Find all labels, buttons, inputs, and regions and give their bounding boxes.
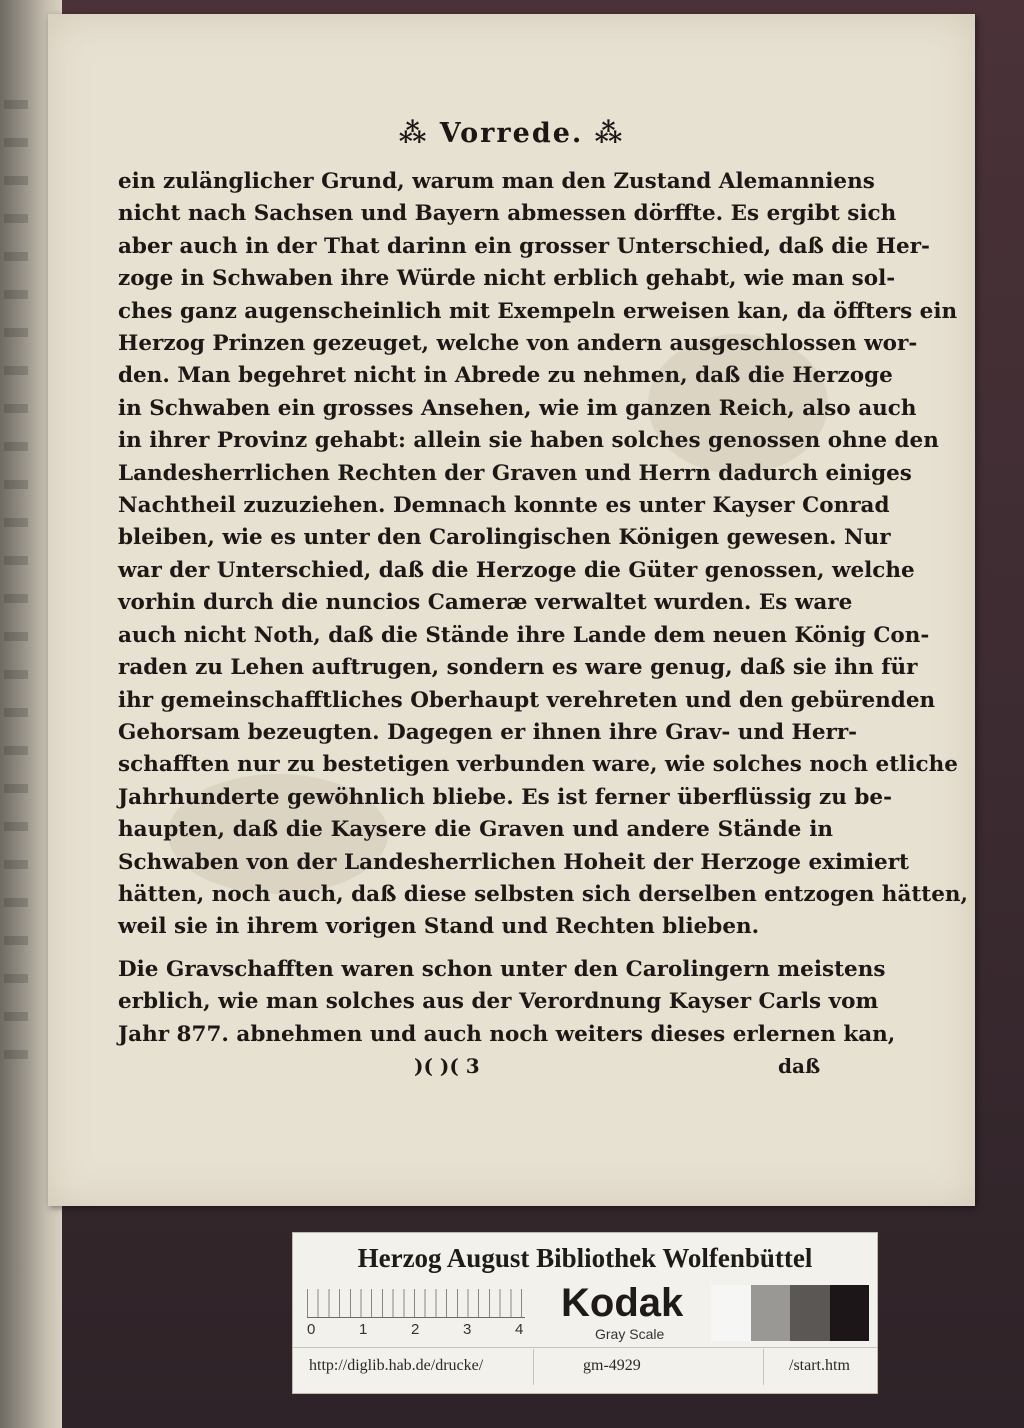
text-line: in ihrer Provinz gehabt: allein sie haben solches genossen ohne den <box>118 428 939 454</box>
text-line: Jahrhunderte gewöhnlich bliebe. Es ist ferner überflüssig zu be- <box>118 784 893 810</box>
text-line: Herzog Prinzen gezeuget, welche von andern ausgeschlossen wor- <box>118 331 918 357</box>
text-line: ches ganz augenscheinlich mit Exempeln erweisen kan, da öffters ein <box>118 298 958 324</box>
text-line: den. Man begehret nicht in Abrede zu nehmen, daß die Herzoge <box>118 363 893 389</box>
text-line: raden zu Lehen auftrugen, sondern es ware genug, daß sie ihn für <box>118 655 918 681</box>
gray-scale-label: Gray Scale <box>595 1326 665 1342</box>
card-separator <box>533 1349 534 1385</box>
library-title: Herzog August Bibliothek Wolfenbüttel <box>357 1243 813 1273</box>
text-line: Schwaben von der Landesherrlichen Hoheit der Herzoge eximiert <box>118 849 909 875</box>
text-line: auch nicht Noth, daß die Stände ihre Lande dem neuen König Con- <box>118 622 930 648</box>
gray-swatch <box>751 1285 791 1341</box>
ruler-number: 4 <box>515 1321 524 1338</box>
text-line: hätten, noch auch, daß diese selbsten sich derselben entzogen hätten, <box>118 881 969 907</box>
ruler-number: 2 <box>411 1321 420 1338</box>
kodak-logo: Kodak <box>561 1281 684 1325</box>
card-divider <box>293 1347 877 1348</box>
text-line: aber auch in der That darinn ein grosser Unterschied, daß die Her- <box>118 233 930 259</box>
gray-swatch <box>790 1285 830 1341</box>
gray-scale-swatches <box>711 1285 869 1341</box>
catchword: daß <box>778 1054 821 1078</box>
text-line: in Schwaben ein grosses Ansehen, wie im ganzen Reich, also auch <box>118 395 917 421</box>
text-line: war der Unterschied, daß die Herzoge die Güter genossen, welche <box>118 557 915 583</box>
ruler-numbers <box>303 1321 533 1341</box>
library-url[interactable]: http://diglib.hab.de/drucke/ <box>309 1357 484 1374</box>
text-line: Jahr 877. abnehmen und auch noch weiters dieses erlernen kan, <box>118 1021 896 1047</box>
card-separator <box>763 1349 764 1385</box>
text-line: vorhin durch die nuncios Cameræ verwaltet wurden. Es ware <box>118 590 853 616</box>
signature-mark: )( )( 3 <box>414 1054 480 1078</box>
text-line: bleiben, wie es unter den Carolingischen Königen gewesen. Nur <box>118 525 891 551</box>
gray-swatch <box>830 1285 870 1341</box>
paragraph-2 <box>118 954 896 1051</box>
page-header: ⁂ Vorrede. ⁂ <box>398 118 625 149</box>
library-color-card <box>292 1232 878 1394</box>
ruler-number: 3 <box>463 1321 472 1338</box>
text-line: Nachtheil zuzuziehen. Demnach konnte es unter Kayser Conrad <box>118 493 890 519</box>
spine-bleed-text <box>4 100 28 1060</box>
text-line: zoge in Schwaben ihre Würde nicht erblich gehabt, wie man sol- <box>118 266 896 292</box>
text-line: Landesherrlichen Rechten der Graven und Herrn dadurch einiges <box>118 460 912 486</box>
ruler-number: 0 <box>307 1321 316 1338</box>
text-line: erblich, wie man solches aus der Verordnung Kayser Carls vom <box>118 989 879 1015</box>
text-line: Die Gravschafften waren schon unter den Carolingern meistens <box>118 957 886 982</box>
text-line: haupten, daß die Kaysere die Graven und andere Stände in <box>118 817 833 843</box>
document-id: gm-4929 <box>583 1357 641 1374</box>
text-line: ihr gemeinschafftliches Oberhaupt verehreten und den gebürenden <box>118 687 936 713</box>
text-line: ein zulänglicher Grund, warum man den Zustand Alemanniens <box>118 169 875 194</box>
book-page <box>48 14 975 1206</box>
text-line: nicht nach Sachsen und Bayern abmessen dörffte. Es ergibt sich <box>118 201 897 227</box>
start-link[interactable]: /start.htm <box>789 1357 850 1374</box>
text-line: Gehorsam bezeugten. Dagegen er ihnen ihre Grav- und Herr- <box>118 719 858 745</box>
text-line: schafften nur zu bestetigen verbunden ware, wie solches noch etliche <box>118 752 958 778</box>
paragraph-1 <box>118 166 969 944</box>
ruler-number: 1 <box>359 1321 368 1338</box>
text-line: weil sie in ihrem vorigen Stand und Rechten blieben. <box>118 914 760 940</box>
ruler-scale <box>307 1289 525 1318</box>
gray-swatch <box>711 1285 751 1341</box>
